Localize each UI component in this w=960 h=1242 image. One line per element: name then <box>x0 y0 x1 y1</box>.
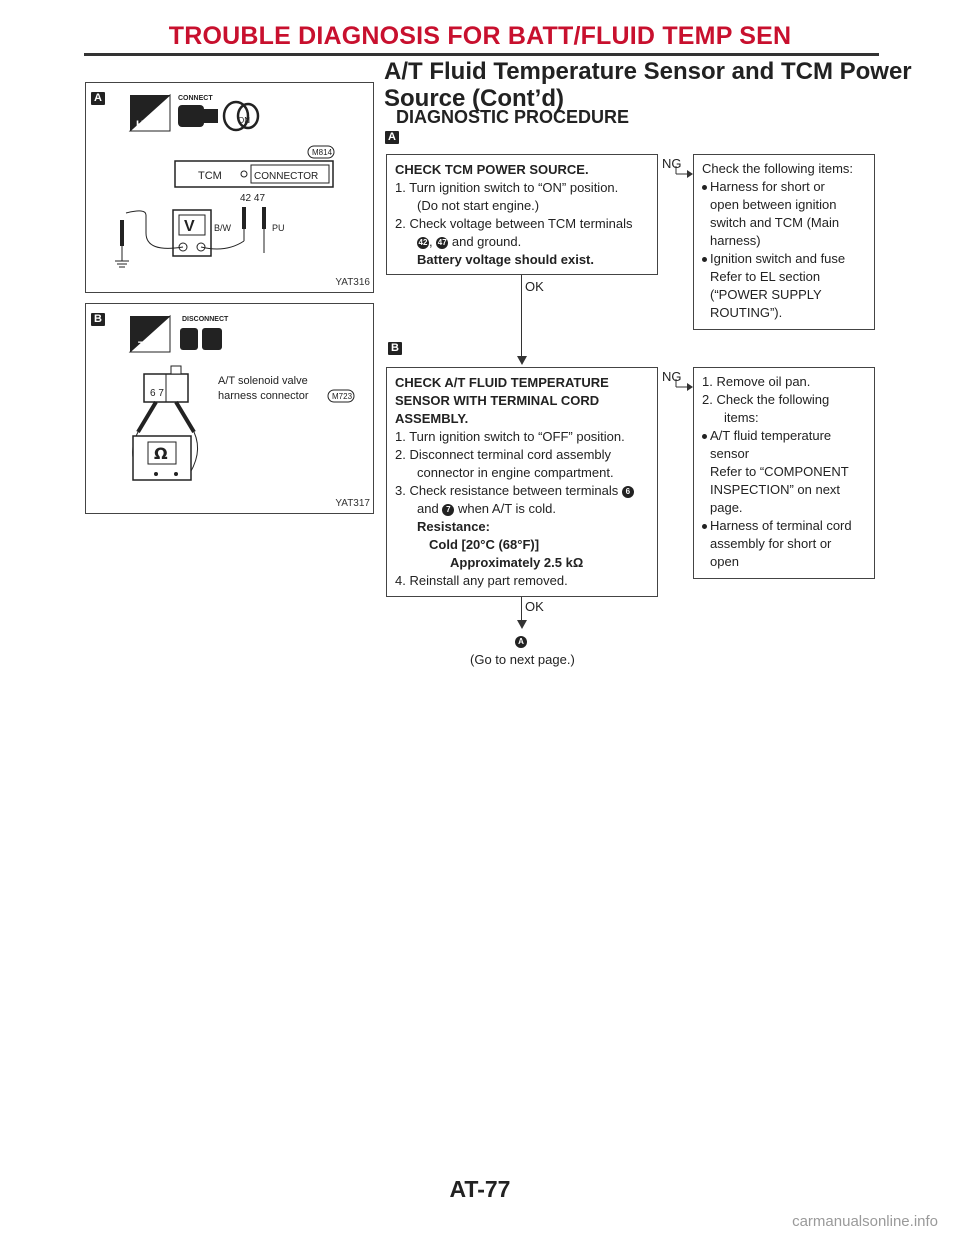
connector-code-b: M723 <box>332 392 353 401</box>
step-a-tag: A <box>385 131 399 144</box>
step-a-line2b: 42 , 47 and ground. <box>418 234 522 249</box>
terminal-7-icon: 7 <box>442 504 454 516</box>
step-b-line2: 2. Disconnect terminal cord assembly <box>395 447 612 462</box>
section-title-line1: A/T Fluid Temperature Sensor and TCM Power <box>384 58 912 85</box>
step-a-ng-intro: Check the following items: <box>702 161 854 176</box>
step-a-box <box>386 154 658 275</box>
step-b-ng-label: NG <box>662 369 682 384</box>
step-a-ok-label: OK <box>525 279 544 294</box>
connect-plug-icon <box>178 105 204 127</box>
figure-b-caption: YAT317 <box>335 498 370 509</box>
step-b-ng-l2: 2. Check the following <box>702 392 830 407</box>
step-b-line4: 4. Reinstall any part removed. <box>395 573 568 588</box>
step-b-box <box>386 367 658 597</box>
step-b-ok-line <box>521 597 522 622</box>
wire2-label: PU <box>272 223 285 233</box>
wire1-label: B/W <box>214 223 231 233</box>
terminal-6-icon: 6 <box>622 486 634 498</box>
step-b-spec-value: Approximately 2.5 kΩ <box>450 555 584 570</box>
ts-label: T.S. <box>138 340 157 352</box>
connect-label: CONNECT <box>178 95 213 102</box>
section-title-line2: Source (Cont’d) <box>384 85 564 112</box>
step-a-line1: 1. Turn ignition switch to “ON” position. <box>395 180 619 195</box>
step-b-ng-item1-l1: A/T fluid temperature <box>702 427 866 445</box>
figure-a-panel <box>85 82 374 293</box>
step-a-ok-line <box>521 275 522 360</box>
connector-name-line2: harness connector <box>218 390 309 402</box>
step-b-spec-label: Resistance: <box>417 519 490 534</box>
step-a-ng-item1-l2: open between ignition <box>710 197 837 212</box>
step-b-ng-item1-l3: Refer to “COMPONENT <box>710 464 849 479</box>
step-b-ng-item1-l2: sensor <box>710 446 750 461</box>
figure-a-diagram <box>86 83 375 294</box>
step-a-ng-box <box>693 154 875 330</box>
step-b-title-l3: ASSEMBLY. <box>395 411 469 426</box>
step-a-line2: 2. Check voltage between TCM terminals <box>395 216 633 231</box>
step-b-line2b: connector in engine compartment. <box>417 465 614 480</box>
terminal-47-icon: 47 <box>437 237 447 247</box>
figure-a-tag: A <box>91 92 105 105</box>
step-b-ng-item2-l2: assembly for short or <box>710 536 832 551</box>
step-b-tag: B <box>388 342 402 355</box>
connector-code: M814 <box>312 148 333 157</box>
on-label: ON <box>238 116 250 125</box>
pins-label: 42 47 <box>240 193 266 204</box>
connector-label: CONNECTOR <box>254 171 319 182</box>
step-a-line2b-end: and ground. <box>451 234 522 249</box>
header-rule <box>84 53 879 56</box>
figure-a-caption: YAT316 <box>335 277 370 288</box>
step-b-line3b-end: when A/T is cold. <box>457 501 556 516</box>
page-code: AT-77 <box>449 1176 511 1202</box>
continuation-marker <box>515 633 527 651</box>
step-b-title-l2: SENSOR WITH TERMINAL CORD <box>395 393 600 408</box>
connector-name-line1: A/T solenoid valve <box>218 375 308 387</box>
figure-b-tag: B <box>91 313 105 326</box>
step-b-ng-l2b: items: <box>724 410 759 425</box>
step-b-title-l1: CHECK A/T FLUID TEMPERATURE <box>395 375 609 390</box>
step-a-ng-label: NG <box>662 156 682 171</box>
step-b-line3-text: 3. Check resistance between terminals <box>395 483 619 498</box>
step-b-ng-item1-l4: INSPECTION” on next <box>710 482 841 497</box>
procedure-title: DIAGNOSTIC PROCEDURE <box>396 107 630 127</box>
step-b-line3b-and: and <box>417 501 439 516</box>
pins-b-label: 6 7 <box>150 388 164 399</box>
step-a-title: CHECK TCM POWER SOURCE. <box>395 162 589 177</box>
step-a-ng-arrow <box>675 166 695 180</box>
step-a-ng-item2-l3: (“POWER SUPPLY <box>710 287 822 302</box>
watermark-text: carmanualsonline.info <box>792 1213 938 1230</box>
step-a-line1b: (Do not start engine.) <box>417 198 540 213</box>
tcm-label: TCM <box>198 170 222 182</box>
step-a-ok-arrow <box>516 356 528 366</box>
continuation-text: (Go to next page.) <box>470 652 575 667</box>
disconnect-label: DISCONNECT <box>182 316 229 323</box>
step-b-ok-arrow <box>516 620 528 630</box>
step-b-ng-box <box>693 367 875 579</box>
meter-ohm: Ω <box>154 444 168 463</box>
step-b-ng-arrow <box>675 379 695 393</box>
step-b-line1: 1. Turn ignition switch to “OFF” position. <box>395 429 625 444</box>
step-a-ng-item1-l3: switch and TCM (Main <box>710 215 840 230</box>
step-a-ng-item2-l1: Ignition switch and fuse <box>702 250 866 268</box>
terminal-42-icon: 42 <box>418 237 428 247</box>
step-a-spec: Battery voltage should exist. <box>417 252 594 267</box>
step-a-ng-item2-l2: Refer to EL section <box>710 269 821 284</box>
step-a-ng-item2-l4: ROUTING”). <box>710 305 783 320</box>
continuation-marker-icon: A <box>515 636 527 648</box>
meter-v: V <box>184 218 195 235</box>
step-a-ng-item1-l1: Harness for short or <box>702 178 866 196</box>
step-b-ok-label: OK <box>525 599 544 614</box>
step-b-line3 <box>395 482 649 500</box>
figure-b-panel <box>85 303 374 514</box>
step-b-ng-item2-l3: open <box>710 554 739 569</box>
step-a-ng-item1-l4: harness) <box>710 233 761 248</box>
hs-label: H.S. <box>136 119 158 131</box>
figure-b-diagram <box>86 304 375 515</box>
page-header-title: TROUBLE DIAGNOSIS FOR BATT/FLUID TEMP SEN <box>168 22 792 50</box>
step-b-ng-item1-l5: page. <box>710 500 743 515</box>
step-b-ng-item2-l1: Harness of terminal cord <box>702 517 866 535</box>
step-b-spec-cond: Cold [20°C (68°F)] <box>429 537 540 552</box>
section-title <box>384 58 944 112</box>
disconnect-plug-icon <box>180 328 198 350</box>
step-b-ng-l1: 1. Remove oil pan. <box>702 374 811 389</box>
step-b-line3b <box>395 500 649 518</box>
